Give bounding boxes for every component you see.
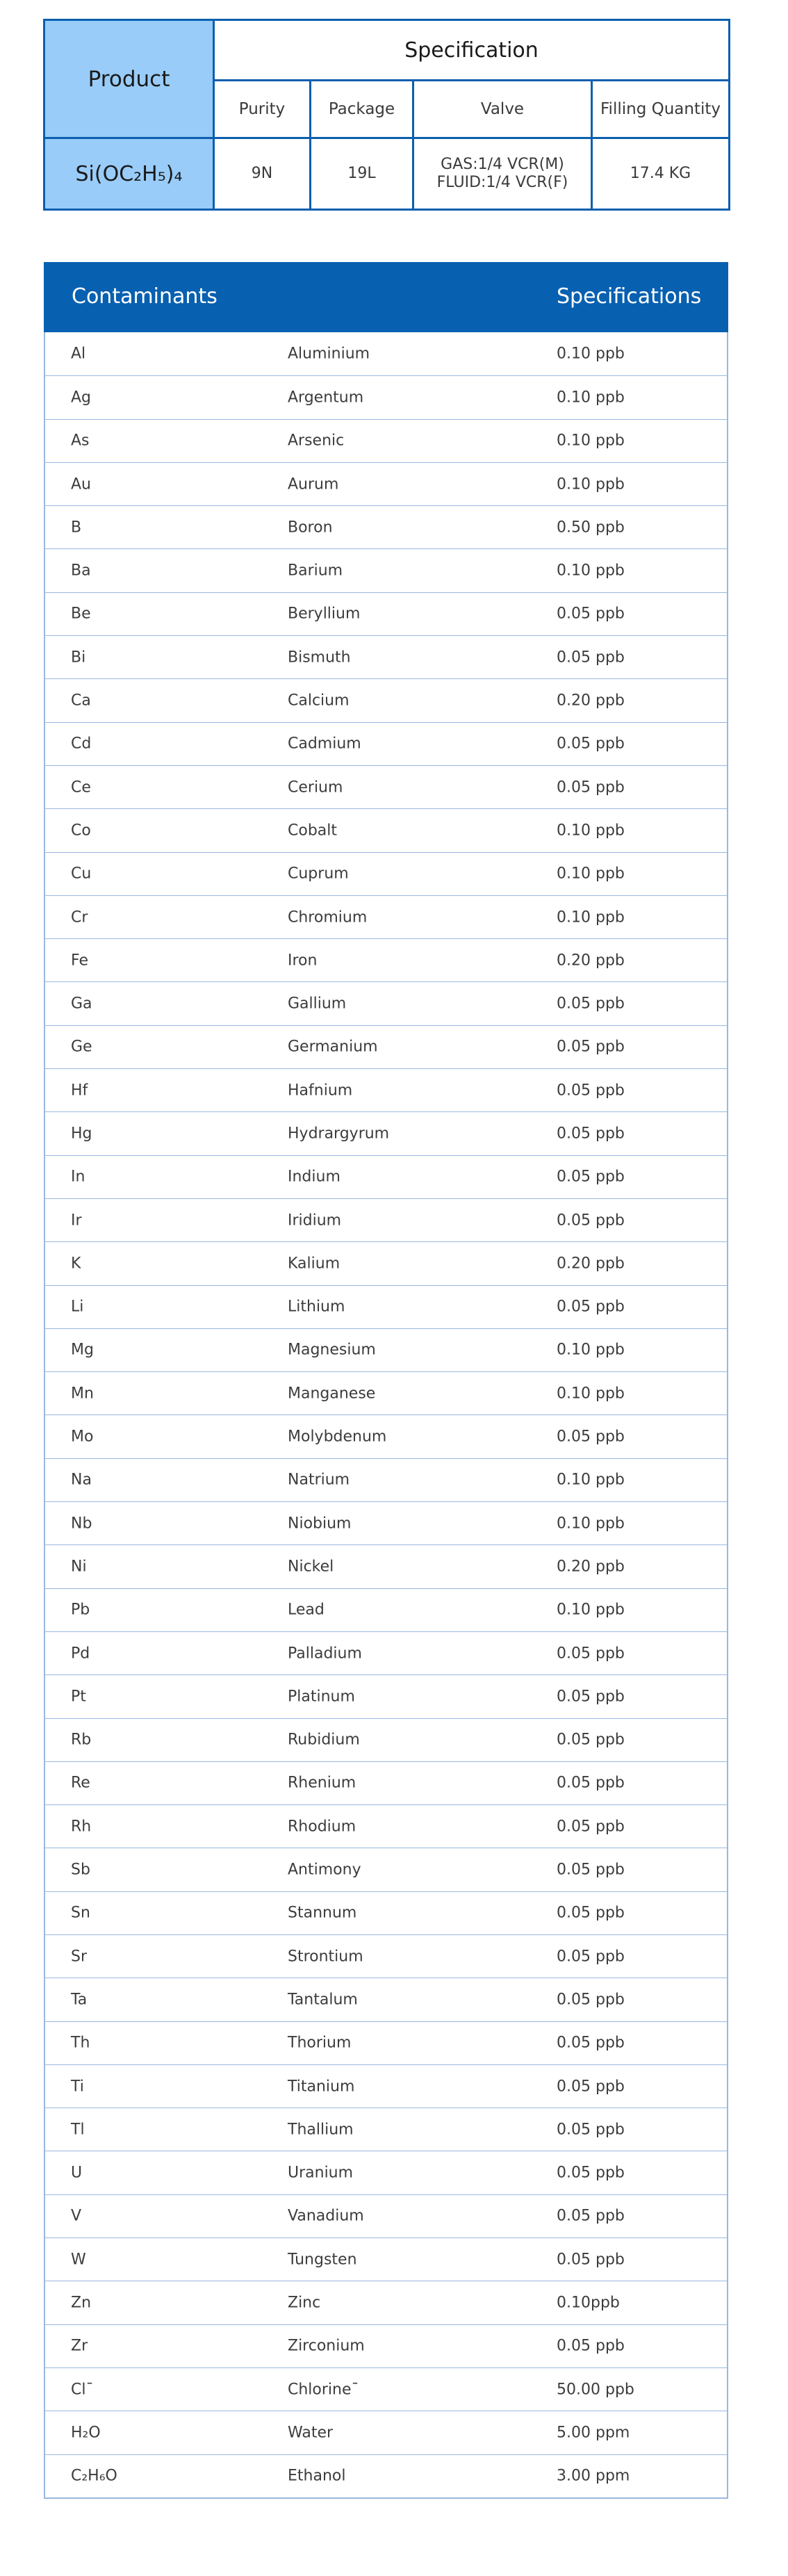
table-row [45, 1415, 727, 1458]
contaminant-name: Water [288, 2424, 334, 2442]
contaminant-name: Molybdenum [288, 1428, 387, 1446]
contaminant-symbol: Ga [71, 995, 92, 1013]
contaminant-symbol: Zr [71, 2337, 88, 2355]
contaminant-spec-value: 5.00 ppm [557, 2424, 630, 2442]
table-row [45, 505, 727, 548]
contaminant-symbol: Rh [71, 1818, 92, 1836]
valve-gas: GAS:1/4 VCR(M) [441, 156, 564, 173]
contaminant-name: Natrium [288, 1471, 350, 1489]
contaminant-spec-value: 0.10 ppb [557, 389, 625, 407]
contaminant-name: Cuprum [288, 865, 349, 883]
table-row [45, 765, 727, 808]
table-row [45, 2324, 727, 2367]
valve-value [413, 138, 592, 210]
contaminant-spec-value: 0.05 ppb [557, 1948, 625, 1966]
contaminant-spec-value: 0.05 ppb [557, 2251, 625, 2269]
contaminant-spec-value: 0.10 ppb [557, 1385, 625, 1403]
contaminant-symbol: Bi [71, 649, 86, 667]
contaminant-spec-value: 0.10 ppb [557, 865, 625, 883]
contaminant-spec-value: 0.05 ppb [557, 2078, 625, 2096]
table-row [45, 1111, 727, 1155]
table-row [45, 1761, 727, 1804]
contaminant-symbol: Sr [71, 1948, 88, 1966]
contaminant-spec-value: 0.05 ppb [557, 1818, 625, 1836]
contaminant-symbol: C₂H₆O [71, 2467, 117, 2485]
table-row [45, 635, 727, 678]
contaminant-spec-value: 0.05 ppb [557, 2337, 625, 2355]
contaminant-spec-value: 0.05 ppb [557, 2034, 625, 2052]
filling-quantity-value: 17.4 KG [592, 138, 730, 210]
table-row [45, 1934, 727, 1978]
contaminant-name: Strontium [288, 1948, 363, 1966]
contaminant-symbol: Sn [71, 1904, 90, 1922]
valve-fluid: FLUID:1/4 VCR(F) [436, 174, 568, 191]
contaminant-spec-value: 0.05 ppb [557, 1428, 625, 1446]
contaminant-symbol: Mg [71, 1341, 94, 1359]
table-row [45, 548, 727, 592]
table-row [45, 2151, 727, 2194]
contaminant-name: Rhenium [288, 1774, 356, 1792]
contaminant-spec-value: 0.05 ppb [557, 778, 625, 797]
contaminant-spec-value: 0.05 ppb [557, 995, 625, 1013]
contaminant-spec-value: 0.20 ppb [557, 1558, 625, 1576]
contaminant-spec-value: 0.05 ppb [557, 1298, 625, 1316]
contaminant-symbol: Sb [71, 1861, 90, 1879]
contaminant-symbol: Ca [71, 692, 91, 710]
contaminant-symbol: Co [71, 822, 91, 840]
contaminant-name: Titanium [288, 2078, 355, 2096]
contaminant-name: Thorium [288, 2034, 352, 2052]
contaminant-symbol: Pt [71, 1688, 86, 1706]
table-row [45, 1848, 727, 1891]
contaminant-symbol: Ir [71, 1212, 82, 1230]
contaminant-spec-value: 0.20 ppb [557, 692, 625, 710]
contaminant-name: Gallium [288, 995, 347, 1013]
contaminant-name: Manganese [288, 1385, 376, 1403]
table-row [45, 938, 727, 981]
contaminant-spec-value: 0.05 ppb [557, 1038, 625, 1056]
contaminant-spec-value: 0.10 ppb [557, 345, 625, 363]
table-row [45, 1978, 727, 2021]
contaminant-symbol: In [71, 1168, 85, 1186]
table-row [45, 2108, 727, 2151]
filling-quantity-header: Filling Quantity [592, 81, 730, 138]
contaminant-spec-value: 0.05 ppb [557, 1645, 625, 1663]
product-spec-table [43, 19, 730, 211]
table-row [45, 419, 727, 462]
contaminant-spec-value: 0.05 ppb [557, 2164, 625, 2182]
contaminant-name: Zinc [288, 2294, 321, 2312]
contaminant-symbol: B [71, 519, 82, 537]
table-row [45, 1544, 727, 1588]
contaminant-symbol: Be [71, 605, 91, 623]
contaminant-symbol: U [71, 2164, 83, 2182]
contaminant-spec-value: 0.10 ppb [557, 562, 625, 580]
table-row [45, 1674, 727, 1718]
package-value: 19L [311, 138, 413, 210]
contaminant-symbol: Au [71, 475, 91, 494]
contaminant-name: Germanium [288, 1038, 378, 1056]
contaminant-name: Chromium [288, 908, 368, 926]
contaminant-name: Niobium [288, 1515, 352, 1533]
table-row [45, 1804, 727, 1848]
contaminant-name: Ethanol [288, 2467, 346, 2485]
contaminant-name: Thallium [288, 2121, 354, 2139]
contaminant-symbol: Ce [71, 778, 91, 797]
contaminant-symbol: Cu [71, 865, 92, 883]
contaminant-spec-value: 0.05 ppb [557, 735, 625, 753]
contaminant-name: Barium [288, 562, 343, 580]
contaminant-symbol: Li [71, 1298, 84, 1316]
contaminant-name: Iridium [288, 1212, 342, 1230]
valve-header: Valve [413, 81, 592, 138]
table-row [45, 852, 727, 895]
product-name: Si(OC₂H₅)₄ [44, 138, 214, 210]
table-row [45, 1718, 727, 1761]
contaminant-name: Zirconium [288, 2337, 365, 2355]
contaminant-symbol: V [71, 2207, 82, 2225]
contaminant-name: Palladium [288, 1645, 362, 1663]
contaminant-symbol: Zn [71, 2294, 92, 2312]
contaminant-spec-value: 0.05 ppb [557, 1991, 625, 2009]
contaminant-spec-value: 0.05 ppb [557, 1082, 625, 1100]
contaminant-symbol: Re [71, 1774, 90, 1792]
package-header: Package [311, 81, 413, 138]
table-row [45, 1631, 727, 1674]
contaminant-spec-value: 0.05 ppb [557, 1904, 625, 1922]
table-row [45, 2021, 727, 2064]
contaminant-name: Uranium [288, 2164, 354, 2182]
contaminant-spec-value: 0.05 ppb [557, 649, 625, 667]
product-header: Product [44, 20, 214, 138]
table-row [45, 1588, 727, 1631]
contaminant-symbol: Ge [71, 1038, 92, 1056]
contaminant-symbol: Pd [71, 1645, 90, 1663]
contaminant-spec-value: 50.00 ppb [557, 2381, 634, 2399]
purity-value: 9N [214, 138, 311, 210]
contaminants-header: Contaminants [72, 284, 217, 309]
contaminant-symbol: Pb [71, 1601, 90, 1619]
contaminant-name: Platinum [288, 1688, 355, 1706]
table-row [45, 895, 727, 938]
contaminant-name: Vanadium [288, 2207, 364, 2225]
table-row [45, 2411, 727, 2454]
contaminant-spec-value: 0.10 ppb [557, 475, 625, 494]
contaminant-spec-value: 0.10 ppb [557, 1601, 625, 1619]
contaminant-spec-value: 0.10 ppb [557, 432, 625, 450]
contaminants-table [44, 262, 728, 2499]
contaminant-name: Indium [288, 1168, 340, 1186]
table-row [45, 1891, 727, 1934]
contaminant-symbol: Ba [71, 562, 91, 580]
table-row [45, 2281, 727, 2324]
table-row [45, 1458, 727, 1501]
table-row [45, 808, 727, 851]
contaminant-spec-value: 0.05 ppb [557, 605, 625, 623]
table-row [45, 2367, 727, 2411]
contaminant-name: Tantalum [288, 1991, 358, 2009]
contaminant-symbol: K [71, 1255, 81, 1273]
contaminant-spec-value: 0.05 ppb [557, 1861, 625, 1879]
contaminant-symbol: Th [71, 2034, 90, 2052]
table-row [45, 462, 727, 505]
purity-header: Purity [214, 81, 311, 138]
contaminant-name: Tungsten [288, 2251, 357, 2269]
contaminant-spec-value: 0.10 ppb [557, 1341, 625, 1359]
contaminant-symbol: Tl [71, 2121, 85, 2139]
contaminant-symbol: Cd [71, 735, 92, 753]
contaminant-spec-value: 0.10 ppb [557, 1471, 625, 1489]
contaminant-symbol: Hf [71, 1082, 88, 1100]
contaminant-name: Antimony [288, 1861, 361, 1879]
specifications-header: Specifications [557, 284, 702, 309]
table-row [45, 1198, 727, 1241]
contaminant-symbol: Ti [71, 2078, 84, 2096]
table-row [45, 592, 727, 635]
contaminant-spec-value: 0.05 ppb [557, 2121, 625, 2139]
table-row [45, 1025, 727, 1068]
contaminant-name: Hydrargyrum [288, 1125, 390, 1143]
contaminant-spec-value: 0.05 ppb [557, 1774, 625, 1792]
contaminant-name: Hafnium [288, 1082, 353, 1100]
table-row [45, 2064, 727, 2108]
table-row [45, 375, 727, 418]
contaminant-spec-value: 0.05 ppb [557, 1212, 625, 1230]
table-row [45, 1068, 727, 1111]
contaminant-symbol: As [71, 432, 90, 450]
contaminant-spec-value: 0.05 ppb [557, 2207, 625, 2225]
contaminant-name: Cadmium [288, 735, 361, 753]
contaminant-name: Cobalt [288, 822, 338, 840]
contaminant-symbol: W [71, 2251, 86, 2269]
contaminant-spec-value: 0.50 ppb [557, 519, 625, 537]
contaminant-symbol: Al [71, 345, 86, 363]
contaminant-name: Magnesium [288, 1341, 376, 1359]
table-row [45, 678, 727, 722]
contaminant-symbol: Rb [71, 1731, 92, 1749]
contaminants-rows [44, 332, 728, 2499]
contaminant-name: Rubidium [288, 1731, 360, 1749]
contaminant-spec-value: 0.10ppb [557, 2294, 620, 2312]
contaminant-spec-value: 0.20 ppb [557, 1255, 625, 1273]
table-row [45, 1241, 727, 1285]
contaminant-spec-value: 0.20 ppb [557, 952, 625, 970]
contaminant-name: Aurum [288, 475, 339, 494]
contaminant-spec-value: 0.05 ppb [557, 1688, 625, 1706]
table-row [45, 981, 727, 1025]
contaminant-name: Cerium [288, 778, 343, 797]
contaminant-name: Arsenic [288, 432, 345, 450]
contaminant-symbol: Mn [71, 1385, 94, 1403]
contaminant-symbol: Cl¯ [71, 2381, 94, 2399]
contaminant-symbol: Mo [71, 1428, 94, 1446]
contaminant-name: Chlorine¯ [288, 2381, 359, 2399]
contaminant-name: Aluminium [288, 345, 370, 363]
contaminant-symbol: H₂O [71, 2424, 101, 2442]
contaminant-spec-value: 0.05 ppb [557, 1168, 625, 1186]
contaminant-name: Nickel [288, 1558, 334, 1576]
contaminant-symbol: Ag [71, 389, 92, 407]
contaminant-name: Bismuth [288, 649, 351, 667]
contaminant-spec-value: 0.10 ppb [557, 908, 625, 926]
contaminant-name: Argentum [288, 389, 364, 407]
contaminant-spec-value: 3.00 ppm [557, 2467, 630, 2485]
contaminants-table-header [44, 262, 728, 332]
contaminant-name: Lead [288, 1601, 325, 1619]
contaminant-name: Beryllium [288, 605, 361, 623]
contaminant-name: Kalium [288, 1255, 340, 1273]
table-row [45, 1155, 727, 1198]
table-row [45, 1371, 727, 1415]
contaminant-spec-value: 0.10 ppb [557, 822, 625, 840]
contaminant-symbol: Ni [71, 1558, 87, 1576]
table-row [45, 332, 727, 375]
table-row [45, 2454, 727, 2497]
contaminant-name: Iron [288, 952, 318, 970]
table-row [45, 722, 727, 765]
contaminant-spec-value: 0.05 ppb [557, 1125, 625, 1143]
table-row [45, 1328, 727, 1371]
contaminant-name: Stannum [288, 1904, 357, 1922]
table-row [45, 2194, 727, 2237]
contaminant-symbol: Na [71, 1471, 92, 1489]
contaminant-name: Boron [288, 519, 333, 537]
contaminant-symbol: Cr [71, 908, 88, 926]
contaminant-name: Rhodium [288, 1818, 356, 1836]
contaminant-symbol: Ta [71, 1991, 88, 2009]
contaminant-name: Lithium [288, 1298, 345, 1316]
table-row [45, 2237, 727, 2281]
contaminant-spec-value: 0.05 ppb [557, 1731, 625, 1749]
table-row [45, 1285, 727, 1328]
contaminant-spec-value: 0.10 ppb [557, 1515, 625, 1533]
specification-header: Specification [214, 20, 730, 81]
contaminant-name: Calcium [288, 692, 350, 710]
table-row [45, 1501, 727, 1544]
contaminant-symbol: Hg [71, 1125, 92, 1143]
contaminant-symbol: Nb [71, 1515, 92, 1533]
contaminant-symbol: Fe [71, 952, 88, 970]
